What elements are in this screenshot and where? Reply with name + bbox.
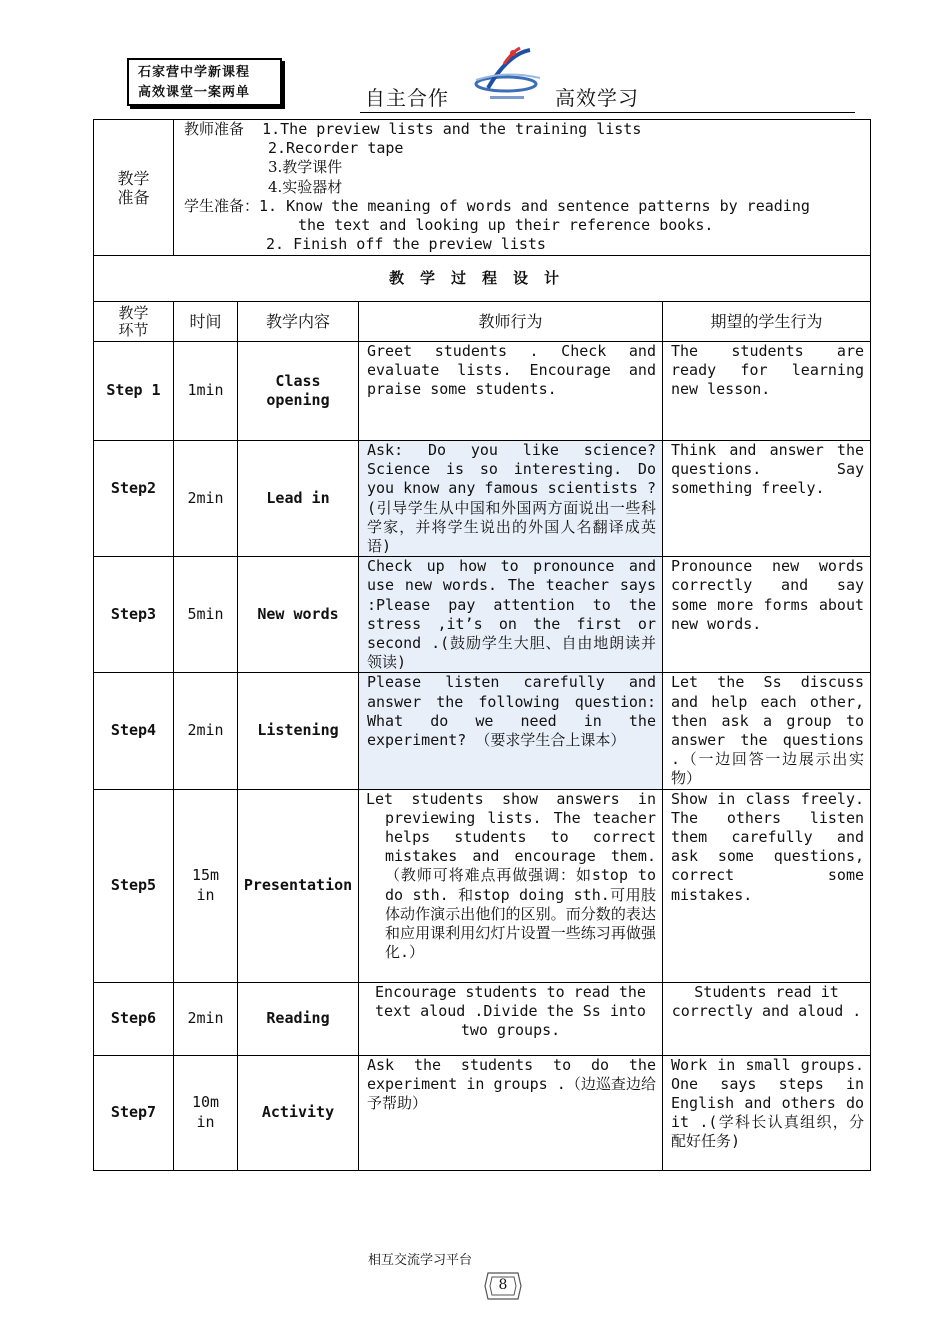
step-label: Step3 — [94, 557, 174, 673]
lesson-plan-table — [93, 119, 871, 1171]
student-action: Work in small groups. One says steps in English and others do it .(学科长认真组织，分配好任务) — [663, 1055, 871, 1170]
table-row — [94, 441, 871, 557]
step-time: 2min — [174, 673, 238, 789]
step-label: Step4 — [94, 673, 174, 789]
prep-label: 教学准备 — [94, 120, 174, 256]
footer-platform: 相互交流学习平台 — [368, 1253, 473, 1268]
student-action: Think and answer the questions. Say something freely. — [663, 441, 871, 557]
col-stage: 教学环节 — [94, 302, 174, 342]
teacher-action: Let students show answers in previewing lists. The teacher helps students to correct mistakes and encourage them.（教师可将难点再做强调：如stop to do sth. 和stop doing sth.可用肢体动作演示出他们的区别。而分数的表达和应用课利用幻灯片设置一些练习再做强化.） — [359, 789, 663, 982]
page-number: 8 — [498, 1277, 508, 1293]
student-prep-item-2: 2. Finish off the preview lists — [266, 235, 546, 254]
step-content: Activity — [238, 1055, 359, 1170]
step-time: 15min — [174, 789, 238, 982]
school-name-line1: 石家营中学新课程 — [138, 65, 251, 80]
table-row — [94, 342, 871, 441]
student-prep-item-1a: 1. Know the meaning of words and sentence patterns by reading — [259, 196, 810, 215]
teacher-action: Check up how to pronounce and use new words. The teacher says :Please pay attention to the stress ,it’s on the first or second .(鼓励学生大胆、自由地朗读并领读) — [359, 557, 663, 673]
step-time: 10min — [174, 1055, 238, 1170]
step-content: Class opening — [238, 342, 359, 441]
student-action: Pronounce new words correctly and say some more forms about new words. — [663, 557, 871, 673]
teacher-prep-line — [184, 120, 870, 139]
col-time: 时间 — [174, 302, 238, 342]
prep-content — [174, 120, 871, 256]
step-content: Reading — [238, 982, 359, 1055]
student-prep-item-1b: the text and looking up their reference books. — [298, 216, 714, 235]
student-action: Let the Ss discuss and help each other, then ask a group to answer the questions .（一边回答一边展示出实物） — [663, 673, 871, 789]
teacher-action: Ask: Do you like science? Science is so interesting. Do you know any famous scientists ?(引导学生从中国和外国两方面说出一些科学家，并将学生说出的外国人名翻译成英语) — [359, 441, 663, 557]
step-content: Listening — [238, 673, 359, 789]
teacher-prep-item-1: 1.The preview lists and the training lists — [262, 120, 642, 138]
school-name-box — [127, 58, 282, 106]
teacher-prep-item-4: 4.实验器材 — [268, 177, 343, 196]
section-title-row — [94, 256, 871, 302]
step-content: New words — [238, 557, 359, 673]
step-time: 5min — [174, 557, 238, 673]
table-row — [94, 673, 871, 789]
header-row — [94, 302, 871, 342]
teacher-action: Encourage students to read the text aloud .Divide the Ss into two groups. — [359, 982, 663, 1055]
col-content: 教学内容 — [238, 302, 359, 342]
step-time: 2min — [174, 441, 238, 557]
motto-right: 高效学习 — [555, 86, 639, 110]
student-action: The students are ready for learning new lesson. — [663, 342, 871, 441]
teacher-action: Ask the students to do the experiment in groups .（边巡查边给予帮助） — [359, 1055, 663, 1170]
teacher-action: Greet students . Check and evaluate lists. Encourage and praise some students. — [359, 342, 663, 441]
header-divider — [360, 112, 855, 113]
step-time: 1min — [174, 342, 238, 441]
student-action: Students read it correctly and aloud . — [663, 982, 871, 1055]
table-row — [94, 1055, 871, 1170]
table-row — [94, 982, 871, 1055]
student-action: Show in class freely. The others listen them carefully and ask some questions, correct some mistakes. — [663, 789, 871, 982]
step-content: Lead in — [238, 441, 359, 557]
teacher-prep-item-3: 3.教学课件 — [268, 158, 343, 177]
step-label: Step7 — [94, 1055, 174, 1170]
col-teacher: 教师行为 — [359, 302, 663, 342]
school-name-line2: 高效课堂一案两单 — [138, 85, 251, 100]
step-label: Step6 — [94, 982, 174, 1055]
motto-left: 自主合作 — [365, 86, 449, 110]
teacher-prep-item-2: 2.Recorder tape — [268, 139, 404, 158]
step-label: Step5 — [94, 789, 174, 982]
step-label: Step2 — [94, 441, 174, 557]
step-time: 2min — [174, 982, 238, 1055]
col-student: 期望的学生行为 — [663, 302, 871, 342]
teacher-prep-label: 教师准备 — [184, 120, 245, 138]
step-label: Step 1 — [94, 342, 174, 441]
student-prep-line — [184, 197, 870, 216]
step-content: Presentation — [238, 789, 359, 982]
table-row — [94, 789, 871, 982]
student-prep-label: 学生准备： — [184, 196, 260, 215]
school-logo-icon — [468, 44, 548, 106]
section-title: 教学过程设计 — [94, 256, 871, 302]
teacher-action: Please listen carefully and answer the following question: What do we need in the experiment? （要求学生合上课本） — [359, 673, 663, 789]
table-row — [94, 557, 871, 673]
prep-row — [94, 120, 871, 256]
